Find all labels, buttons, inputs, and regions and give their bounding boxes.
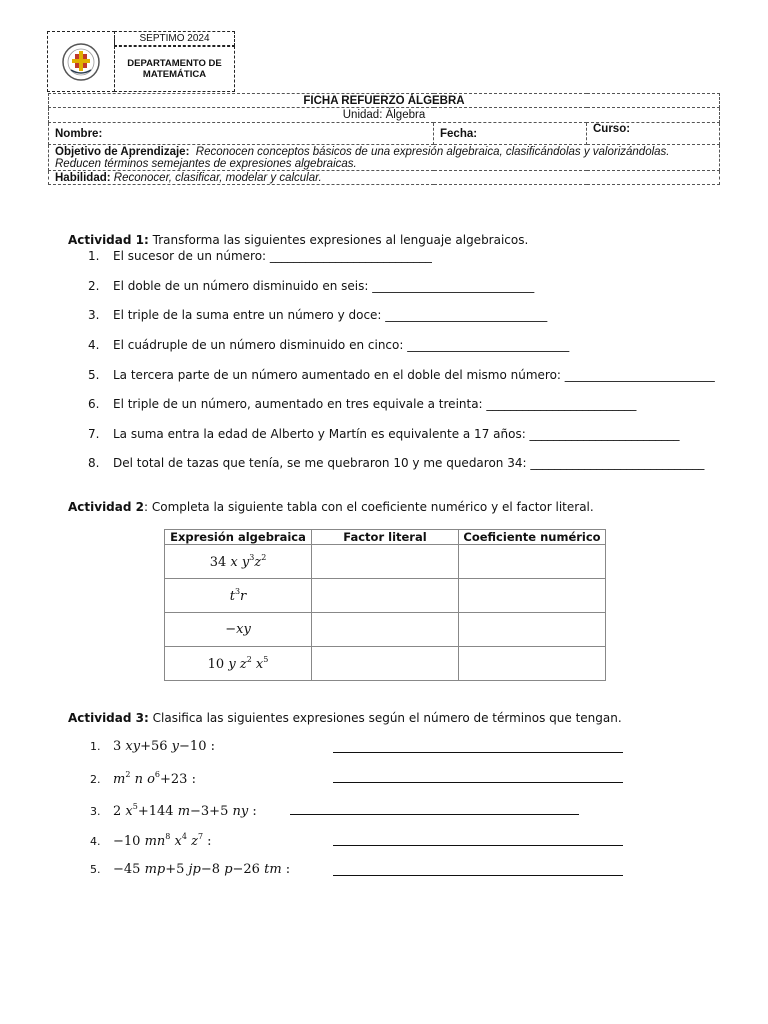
activity3-label: Actividad 3: xyxy=(68,711,149,725)
date-field[interactable]: Fecha: xyxy=(434,123,587,145)
table-header: Factor literal xyxy=(312,530,459,545)
expression: 3 xy+56 y−10 : xyxy=(113,739,215,754)
table-row xyxy=(165,613,606,647)
crest-icon xyxy=(61,42,101,82)
skill-text: Reconocer, clasificar, modelar y calcular. xyxy=(113,171,322,184)
list-item[interactable]: 7. La suma entra la edad de Alberto y Martín es equivalente a 17 años: _________________________ xyxy=(88,427,680,441)
activity1-label: Actividad 1: xyxy=(68,233,149,247)
list-item[interactable]: 8. Del total de tazas que tenía, se me quebraron 10 y me quedaron 34: _____________________________ xyxy=(88,456,705,470)
worksheet-title: FICHA REFUERZO ÁLGEBRA xyxy=(49,94,720,108)
coefficient-cell[interactable] xyxy=(459,545,606,579)
factor-literal-cell[interactable] xyxy=(312,613,459,647)
answer-line[interactable] xyxy=(333,875,623,876)
list-item[interactable]: 4. El cuádruple de un número disminuido en cinco: ___________________________ xyxy=(88,338,570,352)
answer-line[interactable] xyxy=(290,814,579,815)
skill-label: Habilidad: xyxy=(55,171,111,184)
coefficient-cell[interactable] xyxy=(459,579,606,613)
activity1-instruction: Transforma las siguientes expresiones al lenguaje algebraicos. xyxy=(152,233,529,247)
list-item: 4. −10 $mn^8$ $x^4$ $z^7$ : xyxy=(90,832,212,849)
school-logo xyxy=(47,31,115,92)
activity1-heading xyxy=(68,233,528,247)
expression: −10 $mn^8$ $x^4$ $z^7$ : xyxy=(113,832,212,849)
list-item: 5. −45 mp+5 jp−8 p−26 tm : xyxy=(90,862,291,877)
objective-label: Objetivo de Aprendizaje: xyxy=(55,145,190,158)
department-name: DEPARTAMENTO DE MATEMÁTICA xyxy=(114,46,235,92)
course-field[interactable]: Curso: xyxy=(587,123,720,145)
factor-literal-cell[interactable] xyxy=(312,579,459,613)
objective-row xyxy=(49,145,720,171)
activity3-instruction: Clasifica las siguientes expresiones según el número de términos que tengan. xyxy=(152,711,622,725)
name-field[interactable]: Nombre: xyxy=(49,123,434,145)
info-table xyxy=(48,93,720,185)
table-row xyxy=(165,647,606,681)
activity2-label: Actividad 2 xyxy=(68,500,144,514)
coefficient-cell[interactable] xyxy=(459,613,606,647)
activity2-heading xyxy=(68,500,594,514)
expression: $m^2$ n $o^6+23$ : xyxy=(113,770,196,787)
activity3-heading xyxy=(68,711,622,725)
coefficient-table xyxy=(164,529,606,681)
table-header: Coeficiente numérico xyxy=(459,530,606,545)
skill-row xyxy=(49,171,720,185)
expression-cell: −xy xyxy=(165,613,312,647)
factor-literal-cell[interactable] xyxy=(312,647,459,681)
list-item: 3. 2 $x^5+144$ m−3+5 ny : xyxy=(90,802,257,819)
header-date: SEPTIMO 2024 xyxy=(114,31,235,46)
answer-line[interactable] xyxy=(333,845,623,846)
list-item[interactable]: 2. El doble de un número disminuido en seis: ___________________________ xyxy=(88,279,535,293)
expression-cell: $t^3r$ xyxy=(165,579,312,613)
factor-literal-cell[interactable] xyxy=(312,545,459,579)
list-item: 1. 3 xy+56 y−10 : xyxy=(90,739,215,754)
list-item: 2. $m^2$ n $o^6+23$ : xyxy=(90,770,196,787)
coefficient-cell[interactable] xyxy=(459,647,606,681)
table-row xyxy=(165,545,606,579)
list-item[interactable]: 6. El triple de un número, aumentado en tres equivale a treinta: _________________________ xyxy=(88,397,637,411)
answer-line[interactable] xyxy=(333,752,623,753)
unit-label: Unidad: Álgebra xyxy=(49,108,720,123)
objective-text: Reconocen conceptos básicos de una expresión algebraica, clasificándolas y valorizándolas. Reducen términos semejantes de expresiones algebraicas. xyxy=(55,145,670,170)
table-header: Expresión algebraica xyxy=(165,530,312,545)
table-row xyxy=(165,579,606,613)
list-item[interactable]: 5. La tercera parte de un número aumentado en el doble del mismo número: _________________________ xyxy=(88,368,715,382)
answer-line[interactable] xyxy=(333,782,623,783)
expression-cell: 34 x $y^3z^2$ xyxy=(165,545,312,579)
list-item[interactable]: 1. El sucesor de un número: ___________________________ xyxy=(88,249,432,263)
expression: −45 mp+5 jp−8 p−26 tm : xyxy=(113,862,291,877)
list-item[interactable]: 3. El triple de la suma entre un número y doce: ___________________________ xyxy=(88,308,548,322)
expression-cell: 10 y $z^2$ $x^5$ xyxy=(165,647,312,681)
activity2-instruction: : Completa la siguiente tabla con el coeficiente numérico y el factor literal. xyxy=(144,500,594,514)
expression: 2 $x^5+144$ m−3+5 ny : xyxy=(113,802,257,819)
